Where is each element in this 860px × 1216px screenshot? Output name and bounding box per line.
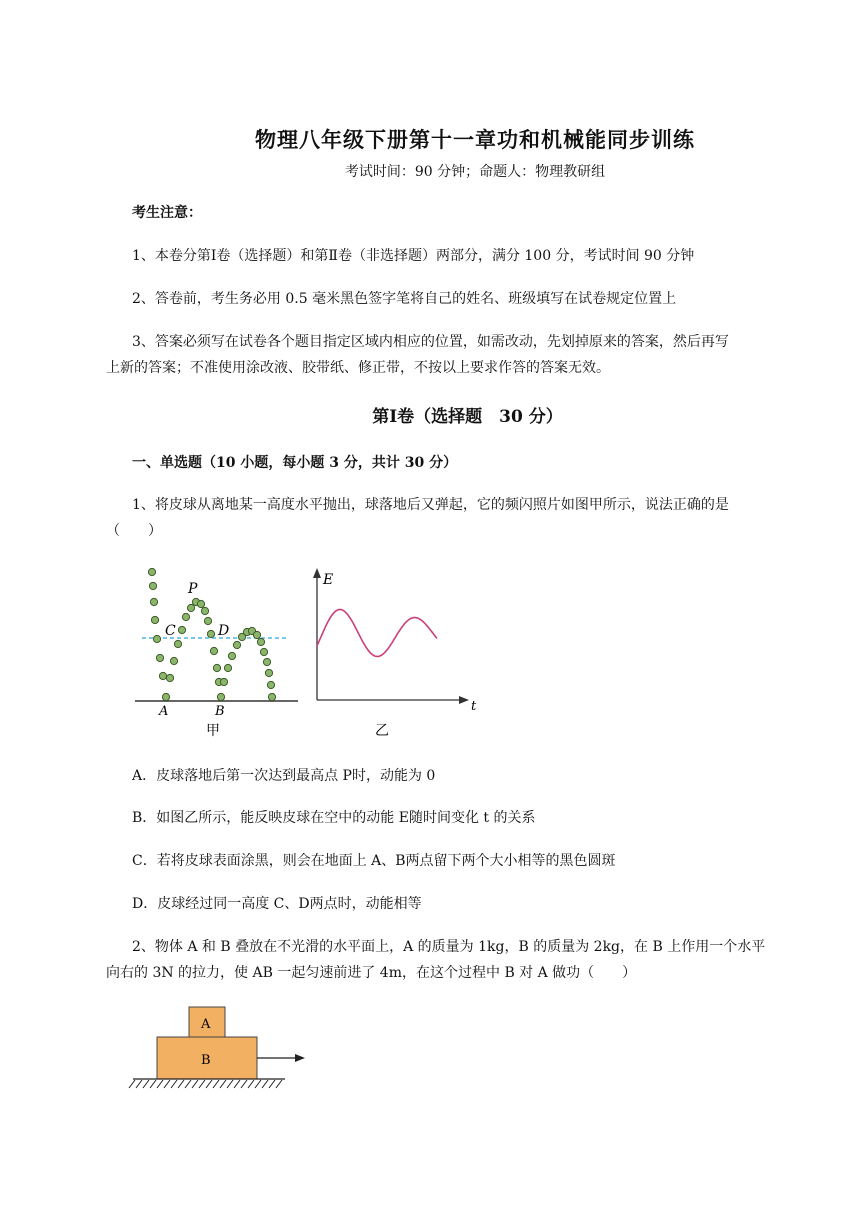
notice-item-3-cont: 上新的答案；不准使用涂改液、胶带纸、修正带，不按以上要求作答的答案无效。 [106,360,610,376]
ball-dot [265,669,272,676]
ball-dot [220,678,227,685]
hatch-line [192,1080,198,1088]
notice-item-3: 3、答案必须写在试卷各个题目指定区域内相应的位置，如需改动，先划掉原来的答案，然后再写 [132,334,729,350]
ball-dot [159,672,166,679]
q1-figure-yi [305,560,485,740]
hatch-line [269,1080,275,1088]
hatch-line [241,1080,247,1088]
ball-dot [170,657,177,664]
label-B: B [215,704,225,719]
ball-dot [162,693,169,700]
q2-stem-cont: 向右的 3N 的拉力，使 AB 一起匀速前进了 4m，在这个过程中 B 对 A 做功（ ） [106,965,637,981]
ball-dot [197,600,204,607]
hatch-line [276,1080,282,1088]
y-axis-arrow [313,568,321,578]
hatch-line [199,1080,205,1088]
ball-dot [263,658,270,665]
hatch-line [157,1080,163,1088]
label-C: C [165,623,176,639]
ball-dot [224,664,231,671]
hatch-line [129,1080,135,1088]
ball-dot [213,664,220,671]
ball-dot [207,630,214,637]
part-heading: 一、单选题（10 小题，每小题 3 分，共计 30 分） [132,455,458,471]
block-a-label: A [201,1017,211,1032]
q1-stem: 1、将皮球从离地某一高度水平抛出，球落地后又弹起，它的频闪照片如图甲所示，说法正确的是 [132,497,729,513]
q1-option-a: A．皮球落地后第一次达到最高点 P时，动能为 0 [132,768,436,784]
ball-dot [228,652,235,659]
ball-dot [150,598,157,605]
ball-dot [148,568,155,575]
ball-dot [210,647,217,654]
hatch-line [234,1080,240,1088]
ground-hatching [129,1080,282,1088]
exam-info: 考试时间：90 分钟；命题人：物理教研组 [344,164,606,180]
force-arrow-head [295,1054,305,1062]
ball-dot [166,674,173,681]
hatch-line [143,1080,149,1088]
x-axis-label: t [471,699,477,714]
ball-dot [201,607,208,614]
hatch-line [171,1080,177,1088]
hatch-line [220,1080,226,1088]
hatch-line [178,1080,184,1088]
hatch-line [248,1080,254,1088]
hatch-line [255,1080,261,1088]
ball-dot [182,613,189,620]
ball-dot [233,641,240,648]
q1-option-b: B．如图乙所示，能反映皮球在空中的动能 E随时间变化 t 的关系 [132,810,536,826]
ball-dot [187,604,194,611]
ball-dot [253,631,260,638]
q2-figure [125,1000,315,1100]
hatch-line [164,1080,170,1088]
block-b-label: B [201,1053,211,1068]
q1-option-d: D．皮球经过同一高度 C、D两点时，动能相等 [132,896,422,912]
hatch-line [150,1080,156,1088]
q1-figure-jia [130,560,300,740]
label-A: A [159,704,169,719]
hatch-line [185,1080,191,1088]
q1-stem-blank: （ ） [106,523,162,539]
ball-dot [156,654,163,661]
ball-dot [267,681,274,688]
section-title: 第Ⅰ卷（选择题 30 分） [372,407,563,427]
hatch-line [262,1080,268,1088]
ball-dot [174,640,181,647]
ball-dot [151,616,158,623]
ball-dot [204,617,211,624]
ball-dot [268,693,275,700]
q2-stem: 2、物体 A 和 B 叠放在不光滑的水平面上，A 的质量为 1kg，B 的质量为 2kg，在 B 上作用一个水平 [132,939,766,955]
ball-dot [149,582,156,589]
x-axis-arrow [459,696,469,704]
hatch-line [227,1080,233,1088]
hatch-line [136,1080,142,1088]
y-axis-label: E [323,572,334,588]
notice-heading: 考生注意： [132,205,202,221]
page-title: 物理八年级下册第十一章功和机械能同步训练 [255,127,695,152]
ball-dot [217,693,224,700]
energy-curve [317,610,437,657]
caption-yi: 乙 [375,723,389,739]
label-P: P [188,581,198,597]
q1-option-c: C．若将皮球表面涂黑，则会在地面上 A、B两点留下两个大小相等的黑色圆斑 [132,853,616,869]
ball-dot [260,648,267,655]
ball-dot [178,626,185,633]
hatch-line [206,1080,212,1088]
label-D: D [218,623,230,639]
caption-jia: 甲 [206,723,220,739]
notice-item-2: 2、答卷前，考生务必用 0.5 毫米黑色签字笔将自己的姓名、班级填写在试卷规定位置上 [132,291,677,307]
ball-dot [257,638,264,645]
ball-dot [153,635,160,642]
notice-item-1: 1、本卷分第Ⅰ卷（选择题）和第Ⅱ卷（非选择题）两部分，满分 100 分，考试时间 90 分钟 [132,248,695,264]
hatch-line [213,1080,219,1088]
